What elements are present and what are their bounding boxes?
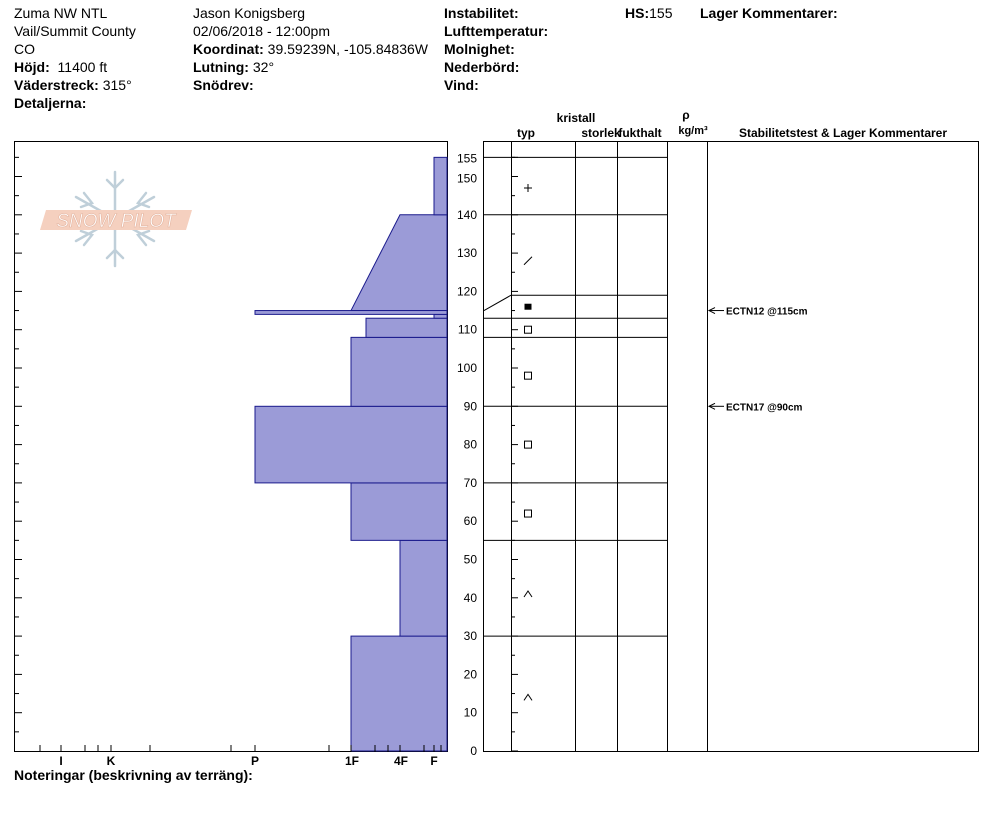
elevation-label: Höjd: <box>14 59 50 75</box>
grain-depth-hoar-0 <box>524 694 532 700</box>
grain-solid-6 <box>525 304 532 310</box>
col-moisture: fukthalt <box>618 126 662 140</box>
grain-decomposed-7 <box>524 257 532 265</box>
elevation-value: 11400 ft <box>57 59 108 75</box>
depth-label-60: 60 <box>463 514 477 529</box>
hardness-layers <box>255 157 447 751</box>
hardness-layer-0 <box>351 636 447 751</box>
col-rho: ρ <box>682 108 690 122</box>
grain-faceted-4 <box>525 372 532 379</box>
hardness-layer-8 <box>351 215 447 311</box>
depth-label-100: 100 <box>456 361 477 375</box>
hardness-layer-9 <box>434 157 447 214</box>
coordinate-value: 39.59239N, -105.84836W <box>267 41 428 57</box>
depth-label-70: 70 <box>463 475 477 490</box>
hardness-label-I: I <box>59 754 63 768</box>
grain-new-snow-8 <box>524 184 532 192</box>
hardness-layer-5 <box>366 318 447 337</box>
hardness-layer-4 <box>351 337 447 406</box>
col-stability: Stabilitetstest & Lager Kommentarer <box>738 126 948 140</box>
hardness-layer-7 <box>255 311 447 315</box>
depth-label-110: 110 <box>457 322 477 337</box>
hardness-label-4F: 4F <box>393 754 409 768</box>
test-label-1: ECTN17 @90cm <box>726 402 803 414</box>
depth-label-30: 30 <box>463 629 477 644</box>
hardness-layer-1 <box>400 540 447 636</box>
depth-label-0: 0 <box>470 744 477 758</box>
grain-faceted-2 <box>525 510 532 517</box>
col-size: storlek <box>581 126 621 140</box>
details-label: Detaljerna: <box>14 95 87 111</box>
slope-value: 32° <box>252 59 275 75</box>
col-density-unit: kg/m³ <box>678 125 708 137</box>
drift-label: Snödrev: <box>193 77 254 93</box>
depth-label-80: 80 <box>463 437 477 452</box>
hardness-label-F: F <box>430 754 438 768</box>
aspect-label: Väderstreck: <box>14 77 99 93</box>
hs-value: 155 <box>649 5 673 21</box>
hardness-label-P: P <box>250 754 260 768</box>
depth-label-50: 50 <box>463 552 477 567</box>
wind-label: Vind: <box>444 77 479 93</box>
layer-table-frame <box>484 142 979 752</box>
hardness-layer-6 <box>434 314 447 318</box>
depth-label-40: 40 <box>463 590 477 605</box>
location-name: Zuma NW NTL <box>14 5 108 21</box>
state-name: CO <box>14 41 35 57</box>
stability-tests <box>709 307 808 414</box>
depth-label-20: 20 <box>463 667 477 682</box>
depth-label-150: 150 <box>456 171 477 186</box>
slope-label: Lutning: <box>193 59 249 75</box>
depth-label-90: 90 <box>463 399 477 414</box>
hardness-label-K: K <box>106 754 116 768</box>
region-name: Vail/Summit County <box>14 23 136 39</box>
observation-datetime: 02/06/2018 - 12:00pm <box>193 23 330 39</box>
hardness-layer-2 <box>351 483 447 540</box>
hs-label: HS: <box>625 5 650 21</box>
col-crystal: kristall <box>556 111 596 125</box>
notes-label: Noteringar (beskrivning av terräng): <box>14 767 253 783</box>
precip-label: Nederbörd: <box>444 59 520 75</box>
col-type: typ <box>517 126 535 140</box>
instability-label: Instabilitet: <box>444 5 519 21</box>
observer-name: Jason Konigsberg <box>193 5 306 21</box>
hardness-label-1F: 1F <box>344 754 360 768</box>
depth-label-130: 130 <box>456 246 477 261</box>
depth-label-10: 10 <box>463 705 477 720</box>
air-temp-label: Lufttemperatur: <box>444 23 549 39</box>
depth-labels <box>457 151 518 758</box>
grain-depth-hoar-1 <box>524 591 532 597</box>
grain-symbols <box>524 184 532 700</box>
test-label-0: ECTN12 @115cm <box>726 306 808 318</box>
left-depth-ticks <box>15 157 22 732</box>
grain-faceted-3 <box>525 441 532 448</box>
depth-label-120: 120 <box>456 284 477 299</box>
boundary-connector-119 <box>484 295 511 310</box>
layer-comments-label: Lager Kommentarer: <box>700 5 838 21</box>
snowpilot-logo <box>40 172 192 266</box>
column-headers <box>517 108 947 140</box>
logo-text: SNOW PILOT <box>56 211 176 232</box>
depth-label-140: 140 <box>456 207 477 222</box>
aspect-value: 315° <box>102 77 132 93</box>
depth-label-155: 155 <box>456 151 477 166</box>
coordinate-label: Koordinat: <box>193 41 264 57</box>
grain-faceted-5 <box>525 326 532 333</box>
hardness-layer-3 <box>255 406 447 483</box>
cloud-label: Molnighet: <box>444 41 515 57</box>
